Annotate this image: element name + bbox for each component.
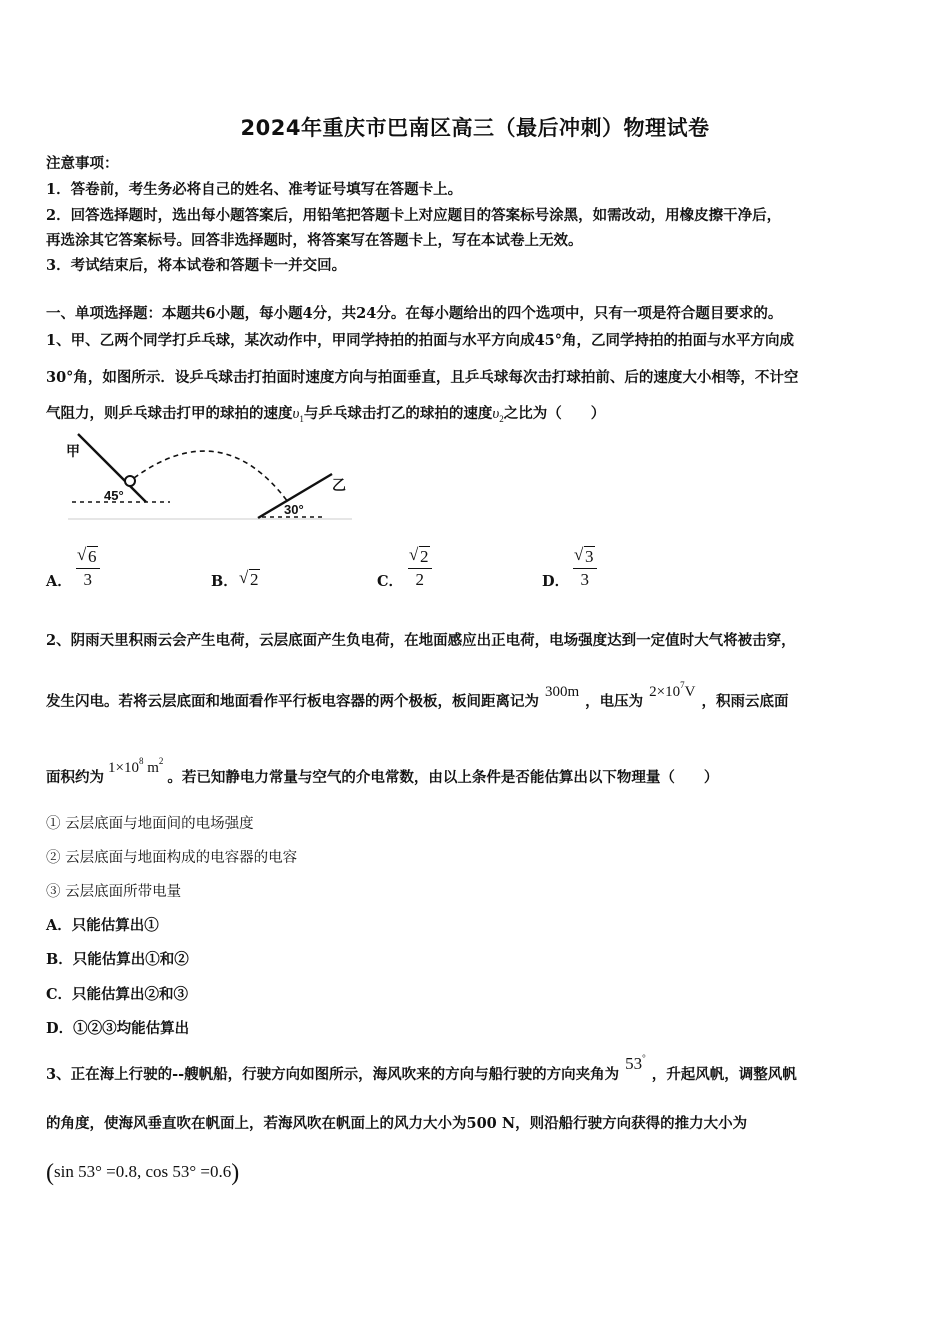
q1-figure: [62, 428, 362, 524]
section-heading: 一、单项选择题：本题共6小题，每小题4分，共24分。在每小题给出的四个选项中，只有一项是符合题目要求的。: [46, 305, 783, 322]
label-jia: 甲: [66, 444, 80, 460]
ball: [125, 476, 135, 486]
q2-statement-3: ③ 云层底面所带电量: [46, 884, 182, 900]
q2-line-1: 2、阴雨天里积雨云会产生电荷，云层底面产生负电荷，在地面感应出正电荷，电场强度达到一定值时大气将被击穿，: [46, 632, 796, 649]
q3-line-1: 3、正在海上行驶的--艘帆船，行驶方向如图所示，海风吹来的方向与船行驶的方向夹角为53°，升起风帆，调整风帆: [46, 1053, 797, 1083]
q1-option-d-label: D．: [542, 573, 570, 590]
q3-line-2: 的角度，使海风垂直吹在帆面上，若海风吹在帆面上的风力大小为500 N，则沿船行驶方向获得的推力大小为: [46, 1115, 748, 1132]
q1-line-3-pre: 气阻力，则乒乓球击打甲的球拍的速度: [46, 405, 293, 422]
q2-statement-1: ① 云层底面与地面间的电场强度: [46, 816, 254, 832]
q1-line-1: 1、甲、乙两个同学打乒乓球，某次动作中，甲同学持拍的拍面与水平方向成45°角，乙同学持拍的拍面与水平方向成: [46, 332, 795, 349]
q1-option-b-value: √ 2: [240, 570, 260, 590]
notice-item-1: 1．答卷前，考生务必将自己的姓名、准考证号填写在答题卡上。: [46, 181, 463, 198]
q2-statement-2: ② 云层底面与地面构成的电容器的电容: [46, 850, 298, 866]
q1-option-a-label: A．: [46, 573, 72, 590]
voltage-value: $2\times 10^7V$: [649, 680, 696, 700]
q3-formula: (sin 53° =0.8, cos 53° =0.6): [46, 1160, 240, 1186]
q1-line-3: [46, 402, 605, 424]
q1-line-3-mid: 与乒乓球击打乙的球拍的速度: [303, 405, 493, 422]
q2-option-d: D．①②③均能估算出: [46, 1020, 190, 1037]
notice-item-2b: 再选涂其它答案标号。回答非选择题时，将答案写在答题卡上，写在本试卷上无效。: [46, 232, 583, 249]
q1-line-3-post: 之比为（ ）: [503, 405, 606, 422]
distance-value: 300m: [545, 684, 580, 700]
notice-item-3: 3．考试结束后，将本试卷和答题卡一并交回。: [46, 257, 347, 274]
angle-jia: 45°: [104, 488, 124, 503]
q1-option-b-label: B．: [211, 573, 238, 590]
q1-line-2: 30°角，如图所示．设乒乓球击打拍面时速度方向与拍面垂直，且乒乓球每次击打球拍前、后的速度大小相等，不计空: [46, 369, 799, 386]
q1-option-a-value: √ $\frac{6}{3}$: [76, 547, 100, 590]
q1-option-c-label: C．: [377, 573, 404, 590]
label-yi: 乙: [332, 478, 346, 494]
q2-option-b: B．只能估算出①和②: [46, 951, 189, 968]
area-value: $1\times 10^8$ $m^2$: [108, 756, 164, 776]
trajectory: [134, 451, 288, 502]
v2-symbol: $\upsilon_2$: [492, 406, 504, 424]
angle-yi: 30°: [284, 502, 304, 517]
q1-option-c-value: √ $\frac{2}{2}$: [408, 547, 432, 590]
notice-heading: 注意事项：: [46, 155, 119, 172]
q2-option-a: A．只能估算出①: [46, 917, 159, 934]
wind-angle: 53°: [625, 1053, 646, 1073]
page-title: 2024年重庆市巴南区高三（最后冲刺）物理试卷: [240, 116, 710, 140]
q1-option-d-value: √ $\frac{3}{3}$: [573, 547, 597, 590]
v1-symbol: $\upsilon_1$: [292, 406, 304, 424]
q2-option-c: C．只能估算出②和③: [46, 986, 189, 1003]
q2-line-2: 发生闪电。若将云层底面和地面看作平行板电容器的两个极板，板间距离记为300m，电压为$2\times 10^7V$，积雨云底面: [46, 680, 789, 710]
notice-item-2a: 2．回答选择题时，选出每小题答案后，用铅笔把答题卡上对应题目的答案标号涂黑，如需改动，用橡皮擦干净后，: [46, 207, 782, 224]
q2-line-3: 面积约为$1\times 10^8$ $m^2$。若已知静电力常量与空气的介电常数，由以上条件是否能估算出以下物理量（ ）: [46, 756, 719, 786]
